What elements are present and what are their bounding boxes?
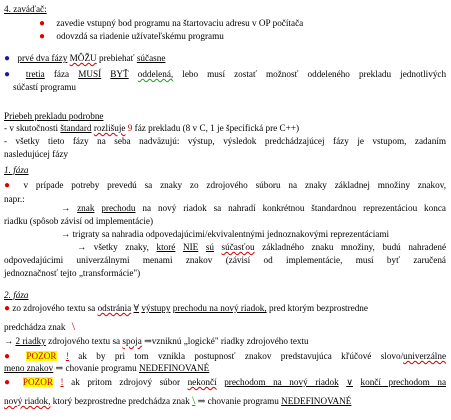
list-item — [39, 18, 303, 29]
list-item: ● prvé dva fázy MÔŽU prebiehať súčasne — [4, 53, 166, 64]
list-item-continuation: súčastí programu — [13, 82, 77, 92]
priebeh-heading: Priebeh prekladu podrobne — [4, 111, 104, 121]
arrow-item: → všetky znaky, ktoré NIE sú súčasťou základného znaku množiny, budú nahradené — [77, 242, 447, 252]
list-item: ● zo zdrojového textu sa odstránia ∀ výstupy prechodu na nový riadok, pred ktorým bezprostredne — [4, 303, 368, 314]
red-bullet-icon: ● — [4, 351, 18, 362]
blue-bullet-icon: ● — [4, 69, 17, 80]
section-4-heading: 4. zaváďač: — [4, 4, 47, 14]
item-text: odovzdá sa riadenie užívateľskému programu — [56, 31, 224, 41]
text-line: - všetky tieto fázy na seba nadväzujú: výstup, výsledok predchádzajúcej fázy je vstupom, zadaním — [4, 136, 446, 146]
text-line: nový riadok, ktorý bezprostredne predchádza znak \ ⇒ chovanie programu NEDEFINOVANÉ — [4, 393, 352, 407]
red-bullet-icon: ● — [4, 180, 16, 191]
arrow-icon: → — [4, 336, 14, 346]
text-line: riadku (spôsob závisí od implementácie) — [4, 216, 154, 226]
faza1-heading: 1. fáza — [4, 165, 29, 175]
faza2-heading: 2. fáza — [4, 290, 29, 300]
blue-bullet-icon: ● — [4, 53, 11, 64]
red-bullet-icon: ● — [39, 31, 46, 42]
red-bullet-icon: ● — [39, 18, 46, 29]
arrow-item: → trigraty sa nahradia odpovedajúcimi/ekvivalentnými jednoznakovými reprezentáciami — [61, 229, 390, 239]
backslash-glyph: \ — [71, 319, 76, 333]
list-item — [39, 31, 224, 42]
text-line: napr.: — [4, 194, 25, 204]
text-line: predchádza znak \ — [4, 319, 76, 333]
text-line: jednoznačnosť tejto „transformácie") — [4, 268, 141, 278]
list-item: ● v prípade potreby prevedú sa znaky zo zdrojového súboru na znaky základnej množiny znakov, — [4, 180, 446, 191]
warning-item: ● POZOR ! ak pritom zdrojový súbor nekončí prechodom na nový riadok ∨ končí prechodom na — [4, 377, 447, 388]
text-line: odpovedajúcimi univerzálnymi menami znakov (závisí od implementácie, musí byť zaručená — [4, 255, 446, 265]
item-text: zavedie vstupný bod programu na štartovaciu adresu v OP počítača — [56, 18, 304, 28]
backslash-glyph: \ — [192, 393, 196, 407]
list-item: ● tretia fáza MUSÍ BYŤ oddelená, lebo musí zostať možnosť oddeleného prekladu jednotlivých — [4, 69, 447, 80]
text-line: - v skutočnosti štandard rozlišuje 9 fáz prekladu (8 v C, 1 je špecifická pre C++) — [4, 123, 300, 133]
red-bullet-icon: ● — [4, 377, 16, 388]
arrow-item: → znak prechodu na nový riadok sa nahradí konkrétnou štandardnou reprezentáciou konca — [61, 203, 446, 213]
warning-item: ● POZOR ! ak by pri tom vznikla postupnosť znakov predstavujúca kľúčové slovo/univerzálne — [4, 351, 447, 362]
text-line: meno znakov ⇒ chovanie programu NEDEFINOVANÉ — [4, 363, 210, 373]
text-line: → 2 riadky zdrojového textu sa spoja ⇒vzniknú „logické" riadky zdrojového textu — [4, 336, 309, 346]
arrow-icon: → — [61, 203, 71, 213]
text-line: nasledujúcej fázy — [4, 149, 69, 159]
red-bullet-icon: ● — [4, 303, 11, 314]
